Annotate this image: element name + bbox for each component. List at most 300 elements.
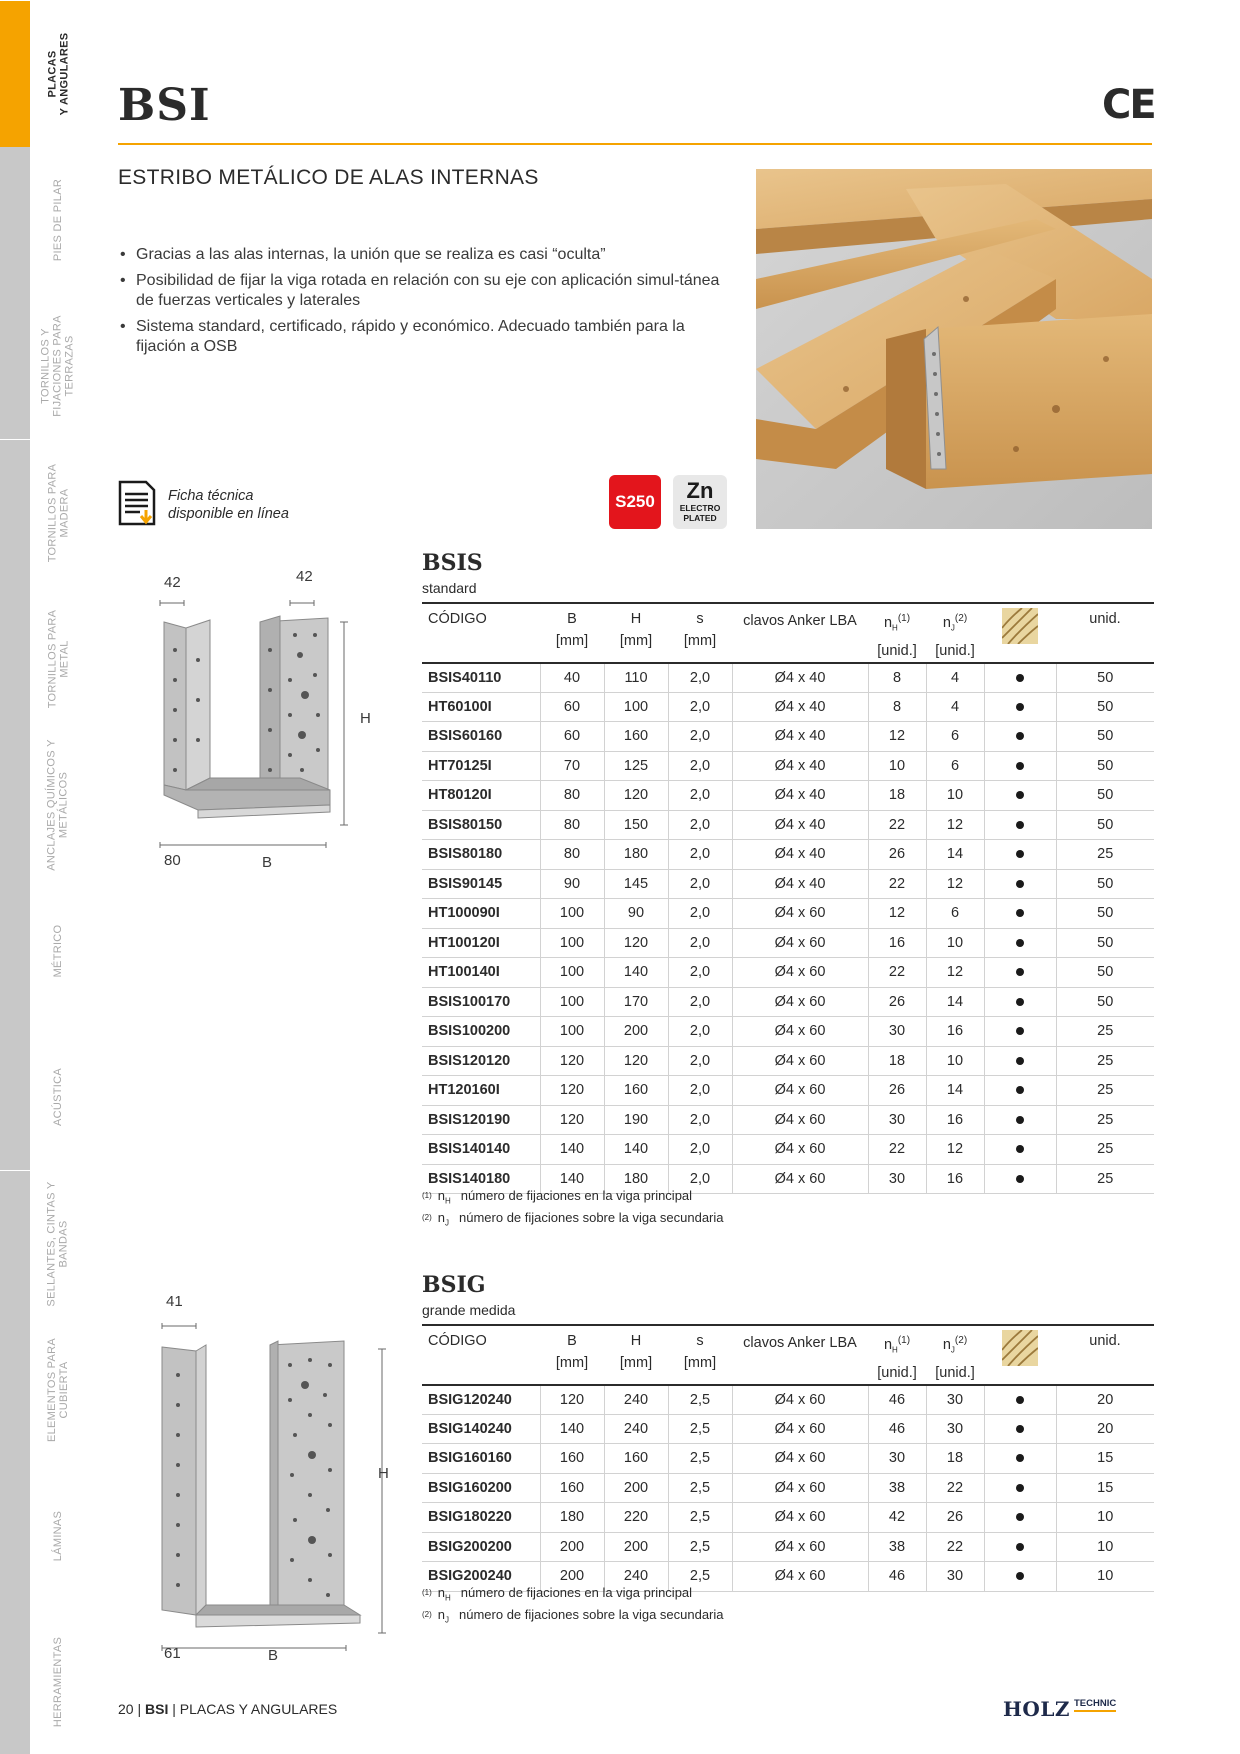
cell-h: 145 bbox=[604, 869, 668, 899]
cell-h: 190 bbox=[604, 1105, 668, 1135]
cell-s: 2,0 bbox=[668, 722, 732, 752]
bsis-technical-drawing bbox=[150, 568, 380, 871]
cell-nj: 16 bbox=[926, 1164, 984, 1194]
sidebar-tab-label[interactable] bbox=[30, 1, 86, 147]
cell-wood bbox=[984, 1105, 1056, 1135]
cell-nh: 46 bbox=[868, 1385, 926, 1415]
cell-nails: Ø4 x 60 bbox=[732, 1046, 868, 1076]
table-row bbox=[422, 1105, 1154, 1135]
product-photo bbox=[756, 169, 1152, 529]
cell-code: BSIS140140 bbox=[422, 1135, 540, 1165]
cell-nh: 26 bbox=[868, 1076, 926, 1106]
table-row bbox=[422, 1076, 1154, 1106]
product-subtitle: ESTRIBO METÁLICO DE ALAS INTERNAS bbox=[118, 166, 539, 189]
bullet-dot-icon bbox=[1016, 1145, 1024, 1153]
feature-item: • Posibilidad de fijar la viga rotada en relación con su eje con aplicación simul-tánea de fuerzas verticales y laterales bbox=[118, 271, 738, 311]
col-s: s [mm] bbox=[668, 603, 732, 663]
ce-mark-icon: CE bbox=[1102, 82, 1155, 128]
cell-code: BSIG160160 bbox=[422, 1444, 540, 1474]
bullet-dot-icon bbox=[1016, 850, 1024, 858]
cell-nails: Ø4 x 40 bbox=[732, 722, 868, 752]
col-nails: clavos Anker LBA bbox=[732, 1325, 868, 1385]
cell-b: 100 bbox=[540, 899, 604, 929]
cell-nj: 18 bbox=[926, 1444, 984, 1474]
bullet-dot-icon bbox=[1016, 1057, 1024, 1065]
document-download-icon[interactable] bbox=[118, 480, 158, 528]
sidebar-tab[interactable] bbox=[0, 1609, 30, 1754]
bsig-subtitle: grande medida bbox=[422, 1302, 516, 1318]
cell-code: BSIS140180 bbox=[422, 1164, 540, 1194]
dim-b: B bbox=[268, 1647, 279, 1664]
cell-wood bbox=[984, 1532, 1056, 1562]
cell-wood bbox=[984, 722, 1056, 752]
cell-nj: 12 bbox=[926, 958, 984, 988]
dim-width-right: 42 bbox=[296, 568, 313, 585]
cell-wood bbox=[984, 1414, 1056, 1444]
brand-sub: TECHNIC bbox=[1074, 1698, 1116, 1712]
col-h: H [mm] bbox=[604, 603, 668, 663]
cell-wood bbox=[984, 928, 1056, 958]
cell-nails: Ø4 x 60 bbox=[732, 1076, 868, 1106]
cell-b: 160 bbox=[540, 1444, 604, 1474]
cell-code: BSIS120120 bbox=[422, 1046, 540, 1076]
sidebar-label-text: TORNILLOS PARA MADERA bbox=[46, 463, 71, 562]
feature-list bbox=[118, 245, 738, 363]
sidebar-tab[interactable] bbox=[0, 1463, 30, 1609]
table-row bbox=[422, 899, 1154, 929]
cell-unid: 50 bbox=[1056, 781, 1154, 811]
steel-grade-badge: S250 bbox=[609, 475, 661, 529]
table-header-row bbox=[422, 1325, 1154, 1385]
sidebar-tab[interactable] bbox=[0, 1171, 30, 1317]
cell-code: HT100120I bbox=[422, 928, 540, 958]
cell-s: 2,5 bbox=[668, 1503, 732, 1533]
cell-nails: Ø4 x 40 bbox=[732, 840, 868, 870]
col-wood bbox=[984, 1325, 1056, 1385]
cell-nh: 38 bbox=[868, 1532, 926, 1562]
bullet-dot-icon bbox=[1016, 821, 1024, 829]
cell-code: HT60100I bbox=[422, 692, 540, 722]
sidebar-tab[interactable] bbox=[0, 293, 30, 439]
cell-unid: 25 bbox=[1056, 1076, 1154, 1106]
cell-nails: Ø4 x 60 bbox=[732, 1473, 868, 1503]
wood-grain-icon bbox=[1002, 1330, 1038, 1366]
cell-wood bbox=[984, 958, 1056, 988]
cell-nj: 16 bbox=[926, 1017, 984, 1047]
footnote-2: $^{(2)}$ $n_J$ número de fijaciones sobre la viga secundaria bbox=[422, 1606, 724, 1625]
cell-h: 220 bbox=[604, 1503, 668, 1533]
cell-unid: 10 bbox=[1056, 1503, 1154, 1533]
wood-grain-icon bbox=[1002, 608, 1038, 644]
sidebar-label-text: PLACAS Y ANGULARES bbox=[46, 32, 71, 116]
cell-nh: 8 bbox=[868, 692, 926, 722]
cell-nh: 12 bbox=[868, 722, 926, 752]
dim-height: H bbox=[360, 710, 371, 727]
sidebar-tab-label[interactable] bbox=[30, 147, 86, 293]
cell-nj: 14 bbox=[926, 840, 984, 870]
col-b: B [mm] bbox=[540, 603, 604, 663]
datasheet-line1: Ficha técnica bbox=[168, 488, 254, 504]
sidebar-label-text: ACÚSTICA bbox=[52, 1068, 64, 1127]
cell-s: 2,5 bbox=[668, 1414, 732, 1444]
zn-line1: ELECTRO bbox=[679, 503, 721, 513]
table-row bbox=[422, 1046, 1154, 1076]
bsig-technical-drawing bbox=[150, 1293, 400, 1665]
cell-nj: 10 bbox=[926, 1046, 984, 1076]
sidebar-tab[interactable] bbox=[0, 1, 30, 147]
cell-unid: 50 bbox=[1056, 722, 1154, 752]
cell-b: 120 bbox=[540, 1076, 604, 1106]
cell-h: 200 bbox=[604, 1473, 668, 1503]
cell-h: 160 bbox=[604, 722, 668, 752]
bullet-dot-icon bbox=[1016, 674, 1024, 682]
bullet-dot-icon bbox=[1016, 1086, 1024, 1094]
cell-nj: 14 bbox=[926, 1076, 984, 1106]
cell-unid: 50 bbox=[1056, 751, 1154, 781]
cell-s: 2,0 bbox=[668, 1135, 732, 1165]
cell-b: 80 bbox=[540, 810, 604, 840]
cell-h: 140 bbox=[604, 958, 668, 988]
cell-b: 40 bbox=[540, 663, 604, 693]
sidebar-tab[interactable] bbox=[0, 586, 30, 732]
sidebar-tab[interactable] bbox=[0, 147, 30, 293]
cell-h: 120 bbox=[604, 781, 668, 811]
cell-nails: Ø4 x 40 bbox=[732, 869, 868, 899]
cell-nh: 30 bbox=[868, 1444, 926, 1474]
bsis-footnotes bbox=[422, 1188, 724, 1231]
bullet-dot-icon bbox=[1016, 1175, 1024, 1183]
cell-s: 2,5 bbox=[668, 1532, 732, 1562]
cell-h: 100 bbox=[604, 692, 668, 722]
sidebar-tab[interactable] bbox=[0, 440, 30, 586]
cell-unid: 50 bbox=[1056, 958, 1154, 988]
cell-nh: 12 bbox=[868, 899, 926, 929]
bullet-dot-icon bbox=[1016, 762, 1024, 770]
cell-nails: Ø4 x 40 bbox=[732, 810, 868, 840]
sidebar-tab-label[interactable] bbox=[30, 1317, 86, 1463]
cell-b: 140 bbox=[540, 1414, 604, 1444]
col-s: s [mm] bbox=[668, 1325, 732, 1385]
cell-h: 200 bbox=[604, 1017, 668, 1047]
footnote-2: $^{(2)}$ $n_J$ número de fijaciones sobre la viga secundaria bbox=[422, 1209, 724, 1228]
bullet-dot-icon bbox=[1016, 791, 1024, 799]
cell-s: 2,0 bbox=[668, 958, 732, 988]
cell-unid: 10 bbox=[1056, 1532, 1154, 1562]
table-row bbox=[422, 1532, 1154, 1562]
sidebar-label-text: ELEMENTOS PARA CUBIERTA bbox=[46, 1337, 71, 1442]
cell-b: 100 bbox=[540, 958, 604, 988]
cell-s: 2,0 bbox=[668, 751, 732, 781]
cell-unid: 20 bbox=[1056, 1414, 1154, 1444]
bsig-title: BSIG bbox=[422, 1272, 486, 1298]
bullet-dot-icon bbox=[1016, 1396, 1024, 1404]
sidebar-tab[interactable] bbox=[0, 878, 30, 1024]
bullet-dot-icon bbox=[1016, 732, 1024, 740]
cell-h: 180 bbox=[604, 840, 668, 870]
cell-s: 2,0 bbox=[668, 1076, 732, 1106]
sidebar-tab-label[interactable] bbox=[30, 293, 86, 439]
cell-nj: 4 bbox=[926, 663, 984, 693]
cell-nails: Ø4 x 60 bbox=[732, 987, 868, 1017]
cell-b: 120 bbox=[540, 1046, 604, 1076]
cell-nh: 30 bbox=[868, 1164, 926, 1194]
cell-nh: 26 bbox=[868, 987, 926, 1017]
cell-nj: 14 bbox=[926, 987, 984, 1017]
sidebar-label-text: SELLANTES, CINTAS Y BANDAS bbox=[46, 1181, 70, 1307]
table-row bbox=[422, 1414, 1154, 1444]
cell-nh: 46 bbox=[868, 1562, 926, 1592]
zinc-plated-badge bbox=[673, 475, 727, 529]
cell-wood bbox=[984, 810, 1056, 840]
cell-unid: 25 bbox=[1056, 1017, 1154, 1047]
cell-wood bbox=[984, 1017, 1056, 1047]
sidebar-tab[interactable] bbox=[0, 1317, 30, 1463]
cell-nh: 22 bbox=[868, 958, 926, 988]
zn-label: Zn bbox=[686, 478, 714, 503]
bsis-table bbox=[422, 602, 1154, 1194]
bsig-footnotes bbox=[422, 1585, 724, 1628]
cell-s: 2,5 bbox=[668, 1444, 732, 1474]
cell-unid: 50 bbox=[1056, 987, 1154, 1017]
cell-nails: Ø4 x 40 bbox=[732, 692, 868, 722]
cell-s: 2,0 bbox=[668, 899, 732, 929]
cell-s: 2,0 bbox=[668, 987, 732, 1017]
bullet-dot-icon bbox=[1016, 1027, 1024, 1035]
cell-s: 2,0 bbox=[668, 840, 732, 870]
cell-b: 60 bbox=[540, 692, 604, 722]
dim-depth: 61 bbox=[164, 1645, 181, 1662]
cell-unid: 50 bbox=[1056, 810, 1154, 840]
cell-nails: Ø4 x 60 bbox=[732, 1135, 868, 1165]
cell-s: 2,5 bbox=[668, 1385, 732, 1415]
cell-nails: Ø4 x 60 bbox=[732, 1414, 868, 1444]
cell-code: BSIG200240 bbox=[422, 1562, 540, 1592]
cell-nails: Ø4 x 40 bbox=[732, 781, 868, 811]
sidebar-tab-label[interactable] bbox=[30, 1024, 86, 1170]
table-row bbox=[422, 751, 1154, 781]
bullet-dot-icon bbox=[1016, 1454, 1024, 1462]
dim-width-left: 42 bbox=[164, 574, 181, 591]
brand-logo bbox=[1003, 1697, 1116, 1721]
cell-nj: 22 bbox=[926, 1473, 984, 1503]
cell-h: 160 bbox=[604, 1076, 668, 1106]
cell-b: 60 bbox=[540, 722, 604, 752]
cell-s: 2,0 bbox=[668, 810, 732, 840]
cell-unid: 50 bbox=[1056, 692, 1154, 722]
sidebar-tab-label[interactable] bbox=[30, 1171, 86, 1317]
cell-nj: 26 bbox=[926, 1503, 984, 1533]
col-nj: $n_J^{(2)}$ [unid.] bbox=[926, 603, 984, 663]
bullet-dot-icon bbox=[1016, 1116, 1024, 1124]
cell-code: BSIG180220 bbox=[422, 1503, 540, 1533]
sidebar-tab-label[interactable] bbox=[30, 732, 86, 878]
cell-wood bbox=[984, 1385, 1056, 1415]
cell-nails: Ø4 x 60 bbox=[732, 1105, 868, 1135]
cell-nh: 30 bbox=[868, 1017, 926, 1047]
col-wood bbox=[984, 603, 1056, 663]
bsis-subtitle: standard bbox=[422, 580, 477, 596]
cell-code: BSIS100200 bbox=[422, 1017, 540, 1047]
bsis-title: BSIS bbox=[422, 550, 483, 576]
col-code: CÓDIGO bbox=[422, 1325, 540, 1385]
table-row bbox=[422, 1503, 1154, 1533]
cell-code: BSIS90145 bbox=[422, 869, 540, 899]
cell-wood bbox=[984, 1444, 1056, 1474]
sidebar bbox=[0, 0, 90, 1754]
datasheet-link[interactable] bbox=[168, 487, 289, 523]
sidebar-tab-label[interactable] bbox=[30, 1609, 86, 1754]
table-row bbox=[422, 1473, 1154, 1503]
cell-b: 100 bbox=[540, 928, 604, 958]
cell-nj: 6 bbox=[926, 751, 984, 781]
cell-wood bbox=[984, 692, 1056, 722]
sidebar-label-text: LÁMINAS bbox=[52, 1510, 64, 1562]
cell-nails: Ø4 x 60 bbox=[732, 1385, 868, 1415]
sidebar-label-text: MÉTRICO bbox=[52, 924, 64, 978]
cell-nj: 16 bbox=[926, 1105, 984, 1135]
bullet-dot-icon bbox=[1016, 1572, 1024, 1580]
cell-code: HT70125I bbox=[422, 751, 540, 781]
cell-nj: 30 bbox=[926, 1385, 984, 1415]
footnote-1: $^{(1)}$ $n_H$ número de fijaciones en la viga principal bbox=[422, 1188, 693, 1206]
table-row bbox=[422, 840, 1154, 870]
cell-code: BSIS80180 bbox=[422, 840, 540, 870]
bullet-dot-icon bbox=[1016, 968, 1024, 976]
sidebar-label-text: TORNILLOS Y FIJACIONES PARA TERRAZAS bbox=[40, 315, 77, 418]
cell-nh: 18 bbox=[868, 1046, 926, 1076]
cell-code: BSIS120190 bbox=[422, 1105, 540, 1135]
cell-b: 90 bbox=[540, 869, 604, 899]
sidebar-label-text: HERRAMIENTAS bbox=[52, 1637, 64, 1728]
cell-nh: 26 bbox=[868, 840, 926, 870]
cell-wood bbox=[984, 751, 1056, 781]
cell-unid: 50 bbox=[1056, 899, 1154, 929]
cell-code: HT120160I bbox=[422, 1076, 540, 1106]
table-row bbox=[422, 1017, 1154, 1047]
cell-nj: 12 bbox=[926, 1135, 984, 1165]
sidebar-tab-label[interactable] bbox=[30, 586, 86, 732]
cell-wood bbox=[984, 1076, 1056, 1106]
table-row bbox=[422, 1135, 1154, 1165]
sidebar-tab[interactable] bbox=[0, 732, 30, 878]
cell-nh: 30 bbox=[868, 1105, 926, 1135]
cell-unid: 15 bbox=[1056, 1444, 1154, 1474]
cell-code: BSIS100170 bbox=[422, 987, 540, 1017]
cell-h: 180 bbox=[604, 1164, 668, 1194]
cell-b: 200 bbox=[540, 1532, 604, 1562]
cell-h: 200 bbox=[604, 1532, 668, 1562]
table-row bbox=[422, 869, 1154, 899]
cell-b: 200 bbox=[540, 1562, 604, 1592]
cell-s: 2,0 bbox=[668, 1164, 732, 1194]
sidebar-label-text: TORNILLOS PARA METAL bbox=[46, 609, 71, 709]
cell-h: 240 bbox=[604, 1414, 668, 1444]
cell-code: HT80120I bbox=[422, 781, 540, 811]
bullet-dot-icon bbox=[1016, 998, 1024, 1006]
cell-nj: 22 bbox=[926, 1532, 984, 1562]
cell-nj: 6 bbox=[926, 899, 984, 929]
col-b: B [mm] bbox=[540, 1325, 604, 1385]
bullet-dot-icon bbox=[1016, 1513, 1024, 1521]
cell-unid: 25 bbox=[1056, 1164, 1154, 1194]
cell-nh: 22 bbox=[868, 1135, 926, 1165]
cell-s: 2,0 bbox=[668, 663, 732, 693]
cell-wood bbox=[984, 1046, 1056, 1076]
table-row bbox=[422, 810, 1154, 840]
cell-wood bbox=[984, 987, 1056, 1017]
cell-unid: 50 bbox=[1056, 869, 1154, 899]
bullet-dot-icon bbox=[1016, 1543, 1024, 1551]
cell-nj: 10 bbox=[926, 928, 984, 958]
sidebar-tab-label[interactable] bbox=[30, 1463, 86, 1609]
cell-s: 2,0 bbox=[668, 692, 732, 722]
sidebar-tab[interactable] bbox=[0, 1024, 30, 1170]
bullet-dot-icon bbox=[1016, 1484, 1024, 1492]
cell-nails: Ø4 x 60 bbox=[732, 899, 868, 929]
col-nails: clavos Anker LBA bbox=[732, 603, 868, 663]
cell-nh: 38 bbox=[868, 1473, 926, 1503]
cell-s: 2,0 bbox=[668, 1017, 732, 1047]
dim-depth: 80 bbox=[164, 852, 181, 869]
cell-b: 80 bbox=[540, 840, 604, 870]
cell-nj: 10 bbox=[926, 781, 984, 811]
cell-nj: 12 bbox=[926, 810, 984, 840]
cell-h: 110 bbox=[604, 663, 668, 693]
cell-nh: 8 bbox=[868, 663, 926, 693]
footnote-1: $^{(1)}$ $n_H$ número de fijaciones en la viga principal bbox=[422, 1585, 693, 1603]
cell-nails: Ø4 x 60 bbox=[732, 958, 868, 988]
zn-line2: PLATED bbox=[683, 513, 717, 523]
cell-nails: Ø4 x 60 bbox=[732, 1532, 868, 1562]
cell-nh: 42 bbox=[868, 1503, 926, 1533]
footer-product: BSI bbox=[145, 1701, 169, 1717]
cell-nails: Ø4 x 60 bbox=[732, 1164, 868, 1194]
cell-nh: 22 bbox=[868, 869, 926, 899]
cell-wood bbox=[984, 1503, 1056, 1533]
cell-nails: Ø4 x 60 bbox=[732, 1503, 868, 1533]
cell-s: 2,0 bbox=[668, 781, 732, 811]
cell-wood bbox=[984, 1135, 1056, 1165]
cell-b: 100 bbox=[540, 1017, 604, 1047]
cell-nh: 46 bbox=[868, 1414, 926, 1444]
cell-wood bbox=[984, 663, 1056, 693]
cell-b: 160 bbox=[540, 1473, 604, 1503]
cell-h: 90 bbox=[604, 899, 668, 929]
cell-nj: 6 bbox=[926, 722, 984, 752]
sidebar-tab-label[interactable] bbox=[30, 878, 86, 1024]
cell-h: 170 bbox=[604, 987, 668, 1017]
table-header-row bbox=[422, 603, 1154, 663]
sidebar-tab-label[interactable] bbox=[30, 440, 86, 586]
dim-height: H bbox=[378, 1465, 389, 1482]
cell-nails: Ø4 x 60 bbox=[732, 1017, 868, 1047]
cell-nj: 30 bbox=[926, 1562, 984, 1592]
cell-wood bbox=[984, 1164, 1056, 1194]
col-unid: unid. bbox=[1056, 603, 1154, 663]
cell-wood bbox=[984, 840, 1056, 870]
cell-unid: 10 bbox=[1056, 1562, 1154, 1592]
cell-wood bbox=[984, 869, 1056, 899]
col-h: H [mm] bbox=[604, 1325, 668, 1385]
table-row bbox=[422, 663, 1154, 693]
col-nh: $n_H^{(1)}$ [unid.] bbox=[868, 603, 926, 663]
cell-s: 2,5 bbox=[668, 1562, 732, 1592]
cell-unid: 20 bbox=[1056, 1385, 1154, 1415]
cell-nh: 16 bbox=[868, 928, 926, 958]
brand-main: HOLZ bbox=[1003, 1697, 1070, 1721]
cell-nails: Ø4 x 40 bbox=[732, 751, 868, 781]
cell-b: 140 bbox=[540, 1135, 604, 1165]
